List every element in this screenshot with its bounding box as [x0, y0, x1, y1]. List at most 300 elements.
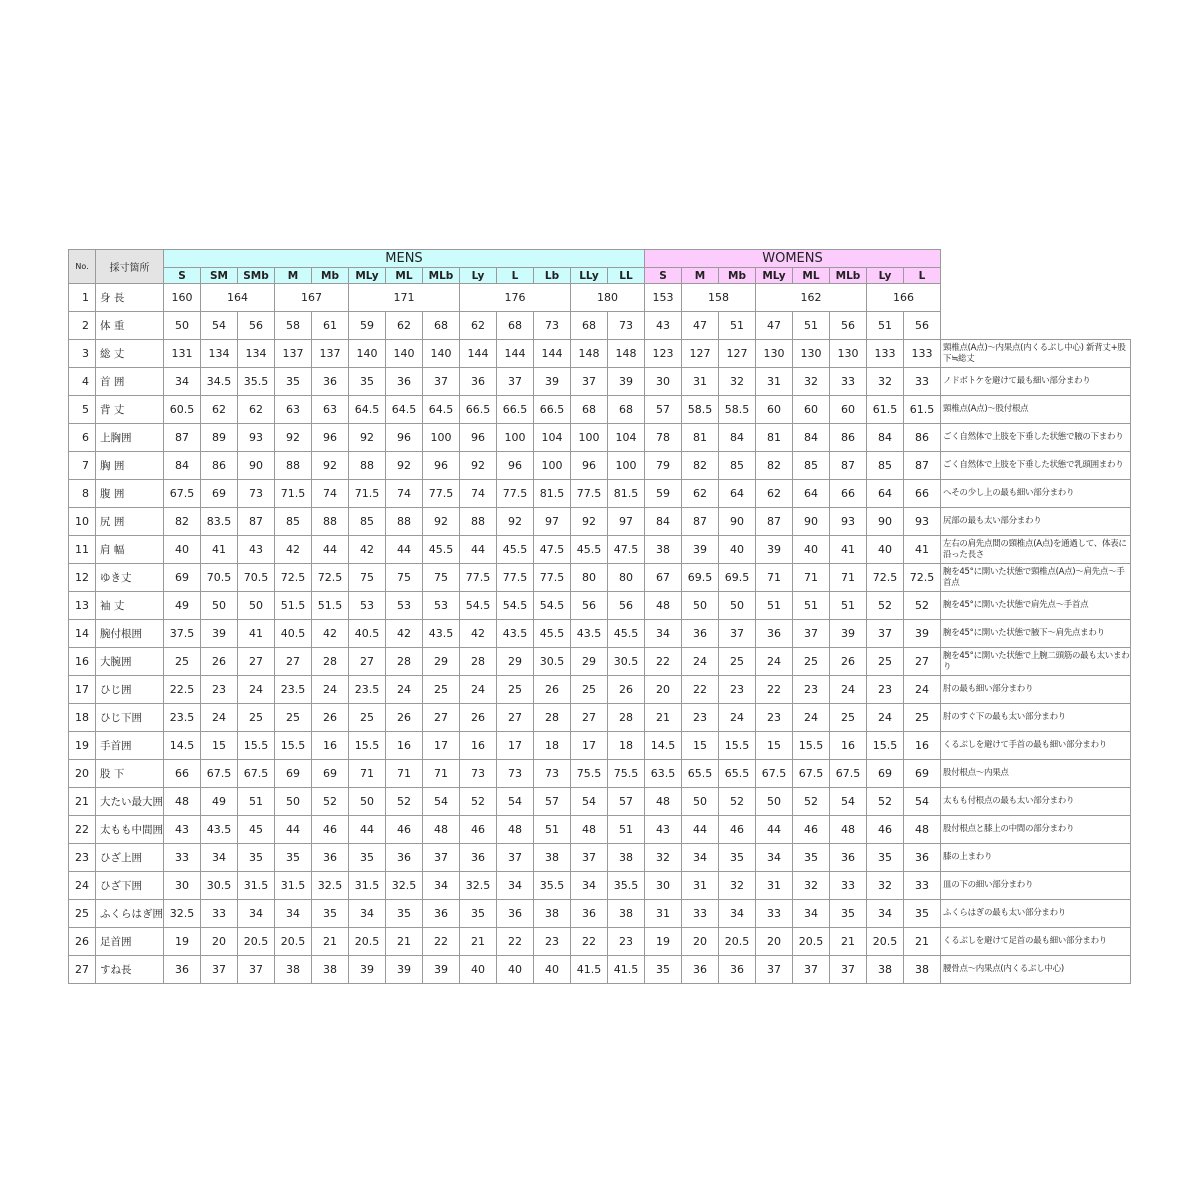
womens-height-value: 153: [645, 284, 682, 312]
row-number: 26: [69, 928, 96, 956]
womens-value-cell: 31: [682, 368, 719, 396]
womens-value-cell: 133: [904, 340, 941, 368]
mens-value-cell: 15.5: [349, 732, 386, 760]
mens-value-cell: 36: [571, 900, 608, 928]
mens-value-cell: 140: [349, 340, 386, 368]
womens-value-cell: 51: [793, 592, 830, 620]
mens-value-cell: 57: [608, 788, 645, 816]
womens-value-cell: 44: [682, 816, 719, 844]
mens-value-cell: 50: [275, 788, 312, 816]
mens-value-cell: 30.5: [534, 648, 571, 676]
mens-value-cell: 62: [201, 396, 238, 424]
measurement-label: 上胸囲: [96, 424, 164, 452]
mens-value-cell: 16: [460, 732, 497, 760]
mens-value-cell: 25: [164, 648, 201, 676]
womens-value-cell: 39: [756, 536, 793, 564]
womens-value-cell: 21: [645, 704, 682, 732]
mens-size-header: LLy: [571, 268, 608, 284]
womens-value-cell: 58.5: [682, 396, 719, 424]
measurement-label: 大腕囲: [96, 648, 164, 676]
womens-value-cell: 20.5: [719, 928, 756, 956]
measurement-label: 大たい最大囲: [96, 788, 164, 816]
mens-value-cell: 26: [312, 704, 349, 732]
womens-value-cell: 69: [904, 760, 941, 788]
womens-value-cell: 36: [904, 844, 941, 872]
mens-value-cell: 85: [349, 508, 386, 536]
mens-size-header: Ly: [460, 268, 497, 284]
womens-value-cell: 34: [682, 844, 719, 872]
womens-value-cell: 50: [756, 788, 793, 816]
mens-value-cell: 36: [312, 844, 349, 872]
womens-value-cell: 64: [793, 480, 830, 508]
measurement-label: 体 重: [96, 312, 164, 340]
mens-value-cell: 24: [201, 704, 238, 732]
mens-value-cell: 44: [460, 536, 497, 564]
mens-value-cell: 53: [349, 592, 386, 620]
mens-height-value: 180: [571, 284, 645, 312]
womens-value-cell: 22: [682, 676, 719, 704]
mens-value-cell: 54: [423, 788, 460, 816]
mens-value-cell: 28: [386, 648, 423, 676]
mens-value-cell: 35: [460, 900, 497, 928]
womens-value-cell: 31: [682, 872, 719, 900]
mens-value-cell: 89: [201, 424, 238, 452]
row-number: 7: [69, 452, 96, 480]
measurement-label: ゆき丈: [96, 564, 164, 592]
womens-value-cell: 62: [756, 480, 793, 508]
womens-value-cell: 79: [645, 452, 682, 480]
womens-value-cell: 69: [867, 760, 904, 788]
mens-height-value: 160: [164, 284, 201, 312]
size-chart-table: [68, 249, 1131, 984]
womens-value-cell: 65.5: [682, 760, 719, 788]
womens-value-cell: 35: [830, 900, 867, 928]
womens-value-cell: 33: [904, 872, 941, 900]
mens-value-cell: 50: [201, 592, 238, 620]
mens-value-cell: 71.5: [275, 480, 312, 508]
womens-value-cell: 20: [682, 928, 719, 956]
womens-value-cell: 22: [756, 676, 793, 704]
mens-value-cell: 96: [312, 424, 349, 452]
womens-value-cell: 87: [904, 452, 941, 480]
mens-value-cell: 28: [460, 648, 497, 676]
measurement-description: ごく自然体で上肢を下垂した状態で腋の下まわり: [941, 424, 1131, 452]
womens-value-cell: 37: [830, 956, 867, 984]
womens-value-cell: 47: [756, 312, 793, 340]
womens-value-cell: 85: [719, 452, 756, 480]
no-header: No.: [69, 250, 96, 284]
measurement-description: 股付根点と膝上の中間の部分まわり: [941, 816, 1131, 844]
mens-value-cell: 35: [275, 368, 312, 396]
mens-value-cell: 40: [497, 956, 534, 984]
row-number: 5: [69, 396, 96, 424]
womens-value-cell: 33: [830, 368, 867, 396]
mens-value-cell: 56: [571, 592, 608, 620]
mens-value-cell: 134: [238, 340, 275, 368]
womens-value-cell: 130: [793, 340, 830, 368]
mens-value-cell: 144: [497, 340, 534, 368]
mens-value-cell: 61: [312, 312, 349, 340]
mens-value-cell: 34: [238, 900, 275, 928]
mens-value-cell: 27: [275, 648, 312, 676]
womens-value-cell: 43: [645, 816, 682, 844]
womens-value-cell: 25: [904, 704, 941, 732]
mens-value-cell: 59: [349, 312, 386, 340]
womens-value-cell: 84: [719, 424, 756, 452]
mens-value-cell: 87: [238, 508, 275, 536]
mens-value-cell: 19: [164, 928, 201, 956]
table-row: [69, 732, 1131, 760]
womens-value-cell: 48: [645, 592, 682, 620]
mens-value-cell: 30.5: [201, 872, 238, 900]
mens-value-cell: 140: [423, 340, 460, 368]
mens-value-cell: 30.5: [608, 648, 645, 676]
womens-value-cell: 52: [867, 592, 904, 620]
womens-value-cell: 30: [645, 368, 682, 396]
mens-value-cell: 90: [238, 452, 275, 480]
womens-size-header: ML: [793, 268, 830, 284]
measurement-description: 腰骨点〜内果点(内くるぶし中心): [941, 956, 1131, 984]
womens-value-cell: 15.5: [793, 732, 830, 760]
womens-value-cell: 24: [756, 648, 793, 676]
mens-value-cell: 39: [608, 368, 645, 396]
blank-cell: [941, 312, 1131, 340]
womens-value-cell: 24: [719, 704, 756, 732]
mens-value-cell: 31.5: [275, 872, 312, 900]
womens-value-cell: 35: [867, 844, 904, 872]
mens-value-cell: 52: [312, 788, 349, 816]
mens-value-cell: 92: [275, 424, 312, 452]
mens-value-cell: 71: [349, 760, 386, 788]
womens-value-cell: 25: [719, 648, 756, 676]
mens-value-cell: 56: [608, 592, 645, 620]
womens-value-cell: 15.5: [719, 732, 756, 760]
mens-value-cell: 92: [349, 424, 386, 452]
mens-value-cell: 22.5: [164, 676, 201, 704]
mens-value-cell: 148: [608, 340, 645, 368]
womens-value-cell: 24: [793, 704, 830, 732]
mens-value-cell: 35: [386, 900, 423, 928]
measurement-description: ノドボトケを避けて最も細い部分まわり: [941, 368, 1131, 396]
womens-value-cell: 40: [867, 536, 904, 564]
mens-value-cell: 34: [497, 872, 534, 900]
mens-value-cell: 54: [201, 312, 238, 340]
mens-value-cell: 50: [349, 788, 386, 816]
mens-value-cell: 104: [608, 424, 645, 452]
womens-value-cell: 24: [904, 676, 941, 704]
mens-value-cell: 24: [238, 676, 275, 704]
mens-value-cell: 38: [534, 900, 571, 928]
table-row: [69, 312, 1131, 340]
mens-size-header: Mb: [312, 268, 349, 284]
mens-value-cell: 63: [275, 396, 312, 424]
mens-value-cell: 42: [312, 620, 349, 648]
mens-value-cell: 51.5: [275, 592, 312, 620]
womens-value-cell: 67.5: [793, 760, 830, 788]
mens-value-cell: 144: [460, 340, 497, 368]
mens-value-cell: 27: [497, 704, 534, 732]
mens-value-cell: 37.5: [164, 620, 201, 648]
mens-value-cell: 75.5: [608, 760, 645, 788]
mens-value-cell: 73: [608, 312, 645, 340]
mens-value-cell: 22: [497, 928, 534, 956]
womens-value-cell: 64: [719, 480, 756, 508]
mens-value-cell: 47.5: [534, 536, 571, 564]
mens-value-cell: 27: [238, 648, 275, 676]
measurement-description: 膝の上まわり: [941, 844, 1131, 872]
womens-value-cell: 82: [756, 452, 793, 480]
womens-value-cell: 23: [682, 704, 719, 732]
mens-value-cell: 51: [534, 816, 571, 844]
womens-value-cell: 56: [830, 312, 867, 340]
mens-value-cell: 40.5: [349, 620, 386, 648]
mens-value-cell: 75: [423, 564, 460, 592]
womens-value-cell: 61.5: [904, 396, 941, 424]
mens-value-cell: 43.5: [201, 816, 238, 844]
mens-value-cell: 26: [386, 704, 423, 732]
womens-value-cell: 21: [830, 928, 867, 956]
womens-value-cell: 34: [793, 900, 830, 928]
mens-value-cell: 41: [201, 536, 238, 564]
mens-value-cell: 41.5: [571, 956, 608, 984]
mens-value-cell: 63: [312, 396, 349, 424]
size-header-row: [69, 268, 1131, 284]
womens-value-cell: 51: [719, 312, 756, 340]
womens-value-cell: 39: [682, 536, 719, 564]
mens-value-cell: 68: [571, 312, 608, 340]
womens-value-cell: 33: [830, 872, 867, 900]
mens-value-cell: 67.5: [238, 760, 275, 788]
mens-value-cell: 50: [238, 592, 275, 620]
womens-value-cell: 31: [756, 368, 793, 396]
womens-value-cell: 84: [867, 424, 904, 452]
mens-value-cell: 85: [275, 508, 312, 536]
mens-value-cell: 137: [312, 340, 349, 368]
mens-value-cell: 38: [608, 900, 645, 928]
mens-value-cell: 36: [386, 368, 423, 396]
womens-value-cell: 34: [867, 900, 904, 928]
womens-value-cell: 20: [645, 676, 682, 704]
mens-value-cell: 74: [460, 480, 497, 508]
table-row: [69, 508, 1131, 536]
mens-value-cell: 92: [497, 508, 534, 536]
mens-value-cell: 20.5: [275, 928, 312, 956]
mens-value-cell: 54.5: [497, 592, 534, 620]
womens-value-cell: 16: [830, 732, 867, 760]
mens-height-value: 176: [460, 284, 571, 312]
womens-height-value: 166: [867, 284, 941, 312]
mens-value-cell: 38: [608, 844, 645, 872]
mens-value-cell: 43.5: [571, 620, 608, 648]
womens-value-cell: 72.5: [867, 564, 904, 592]
mens-size-header: LL: [608, 268, 645, 284]
womens-height-value: 158: [682, 284, 756, 312]
mens-value-cell: 34: [571, 872, 608, 900]
measurement-description: 腕を45°に開いた状態で上腕二頭筋の最も太いまわり: [941, 648, 1131, 676]
womens-value-cell: 90: [719, 508, 756, 536]
mens-value-cell: 23: [608, 928, 645, 956]
mens-value-cell: 42: [460, 620, 497, 648]
mens-value-cell: 100: [423, 424, 460, 452]
blank-cell: [941, 250, 1131, 268]
measurement-label: すね長: [96, 956, 164, 984]
womens-value-cell: 51: [793, 312, 830, 340]
mens-header: MENS: [164, 250, 645, 268]
mens-value-cell: 46: [386, 816, 423, 844]
table-row: [69, 900, 1131, 928]
mens-value-cell: 140: [386, 340, 423, 368]
mens-value-cell: 71: [423, 760, 460, 788]
mens-value-cell: 96: [423, 452, 460, 480]
mens-size-header: SMb: [238, 268, 275, 284]
mens-value-cell: 96: [386, 424, 423, 452]
womens-value-cell: 32: [719, 872, 756, 900]
womens-value-cell: 27: [904, 648, 941, 676]
womens-value-cell: 48: [645, 788, 682, 816]
mens-value-cell: 73: [460, 760, 497, 788]
mens-value-cell: 24: [312, 676, 349, 704]
womens-value-cell: 85: [793, 452, 830, 480]
mens-value-cell: 39: [201, 620, 238, 648]
womens-value-cell: 23: [793, 676, 830, 704]
womens-value-cell: 51: [830, 592, 867, 620]
mens-value-cell: 93: [238, 424, 275, 452]
mens-value-cell: 23.5: [164, 704, 201, 732]
mens-value-cell: 42: [349, 536, 386, 564]
mens-value-cell: 21: [460, 928, 497, 956]
womens-value-cell: 46: [793, 816, 830, 844]
mens-value-cell: 35: [275, 844, 312, 872]
mens-value-cell: 37: [201, 956, 238, 984]
womens-value-cell: 48: [830, 816, 867, 844]
mens-value-cell: 31.5: [349, 872, 386, 900]
mens-value-cell: 25: [497, 676, 534, 704]
mens-value-cell: 46: [312, 816, 349, 844]
mens-value-cell: 60.5: [164, 396, 201, 424]
womens-value-cell: 87: [830, 452, 867, 480]
womens-value-cell: 59: [645, 480, 682, 508]
womens-size-header: M: [682, 268, 719, 284]
mens-value-cell: 73: [497, 760, 534, 788]
womens-value-cell: 66: [904, 480, 941, 508]
mens-value-cell: 73: [238, 480, 275, 508]
table-row: [69, 648, 1131, 676]
mens-value-cell: 54.5: [534, 592, 571, 620]
womens-value-cell: 71: [793, 564, 830, 592]
mens-value-cell: 53: [423, 592, 460, 620]
womens-value-cell: 43: [645, 312, 682, 340]
mens-value-cell: 47.5: [608, 536, 645, 564]
womens-value-cell: 93: [830, 508, 867, 536]
womens-value-cell: 37: [793, 620, 830, 648]
mens-value-cell: 70.5: [238, 564, 275, 592]
mens-value-cell: 25: [423, 676, 460, 704]
womens-value-cell: 36: [719, 956, 756, 984]
row-number: 17: [69, 676, 96, 704]
mens-value-cell: 71.5: [349, 480, 386, 508]
womens-value-cell: 90: [793, 508, 830, 536]
mens-value-cell: 26: [201, 648, 238, 676]
mens-value-cell: 48: [571, 816, 608, 844]
table-row: [69, 956, 1131, 984]
blank-cell: [941, 268, 1131, 284]
mens-value-cell: 41: [238, 620, 275, 648]
mens-value-cell: 75: [386, 564, 423, 592]
mens-value-cell: 38: [275, 956, 312, 984]
measurement-description: 肘のすぐ下の最も太い部分まわり: [941, 704, 1131, 732]
mens-value-cell: 144: [534, 340, 571, 368]
womens-value-cell: 56: [904, 312, 941, 340]
mens-value-cell: 35: [349, 368, 386, 396]
womens-value-cell: 23: [756, 704, 793, 732]
mens-value-cell: 75.5: [571, 760, 608, 788]
mens-value-cell: 72.5: [275, 564, 312, 592]
womens-value-cell: 60: [756, 396, 793, 424]
womens-value-cell: 33: [682, 900, 719, 928]
mens-value-cell: 88: [349, 452, 386, 480]
mens-value-cell: 69: [201, 480, 238, 508]
womens-value-cell: 36: [756, 620, 793, 648]
mens-value-cell: 66.5: [460, 396, 497, 424]
womens-value-cell: 38: [867, 956, 904, 984]
mens-value-cell: 48: [497, 816, 534, 844]
mens-value-cell: 35.5: [608, 872, 645, 900]
womens-value-cell: 52: [793, 788, 830, 816]
measurement-description: 頸椎点(A点)〜内果点(内くるぶし中心) 新背丈+股下≒総丈: [941, 340, 1131, 368]
row-number: 6: [69, 424, 96, 452]
mens-value-cell: 39: [386, 956, 423, 984]
womens-size-header: MLy: [756, 268, 793, 284]
womens-value-cell: 58.5: [719, 396, 756, 424]
measurement-label: 足首囲: [96, 928, 164, 956]
table-row: [69, 844, 1131, 872]
mens-value-cell: 57: [534, 788, 571, 816]
mens-size-header: MLb: [423, 268, 460, 284]
mens-value-cell: 14.5: [164, 732, 201, 760]
mens-value-cell: 100: [497, 424, 534, 452]
mens-value-cell: 66.5: [534, 396, 571, 424]
row-number: 11: [69, 536, 96, 564]
mens-value-cell: 27: [571, 704, 608, 732]
mens-value-cell: 71: [386, 760, 423, 788]
mens-value-cell: 75: [349, 564, 386, 592]
mens-value-cell: 28: [534, 704, 571, 732]
mens-value-cell: 18: [608, 732, 645, 760]
table-row: [69, 620, 1131, 648]
mens-value-cell: 67.5: [164, 480, 201, 508]
mens-value-cell: 21: [312, 928, 349, 956]
measurement-label: ひざ上囲: [96, 844, 164, 872]
mens-value-cell: 69: [275, 760, 312, 788]
womens-value-cell: 81: [756, 424, 793, 452]
womens-value-cell: 26: [830, 648, 867, 676]
womens-value-cell: 51: [756, 592, 793, 620]
mens-value-cell: 44: [312, 536, 349, 564]
row-number: 21: [69, 788, 96, 816]
womens-value-cell: 32: [645, 844, 682, 872]
womens-value-cell: 33: [904, 368, 941, 396]
mens-value-cell: 37: [423, 844, 460, 872]
womens-value-cell: 32: [793, 872, 830, 900]
mens-value-cell: 33: [201, 900, 238, 928]
mens-value-cell: 15.5: [275, 732, 312, 760]
measurement-description: ふくらはぎの最も太い部分まわり: [941, 900, 1131, 928]
mens-value-cell: 51.5: [312, 592, 349, 620]
womens-value-cell: 24: [682, 648, 719, 676]
womens-value-cell: 23: [867, 676, 904, 704]
mens-value-cell: 22: [423, 928, 460, 956]
womens-value-cell: 15.5: [867, 732, 904, 760]
